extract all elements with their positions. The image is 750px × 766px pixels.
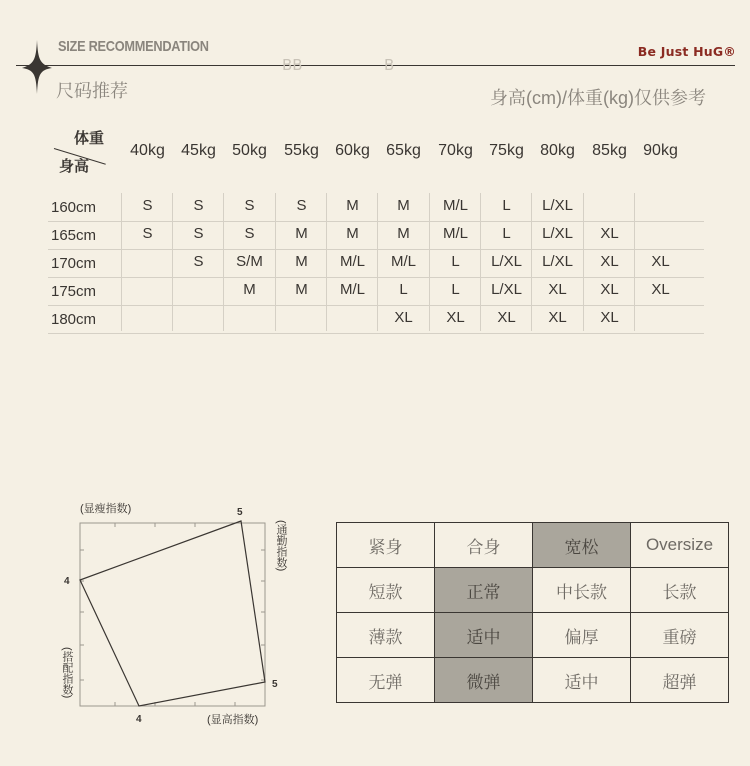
sparkle-star-icon — [22, 40, 52, 94]
radar-value-slimming: 5 — [237, 507, 243, 518]
size-cell: L — [399, 281, 408, 298]
decorative-logo-mark-small: B — [384, 56, 395, 74]
weight-column-header: 80kg — [540, 142, 575, 159]
row-height-label: 180cm — [51, 311, 97, 328]
weight-column-header: 65kg — [386, 142, 421, 159]
attribute-cell-selected: 微弹 — [435, 658, 533, 703]
size-cell: L — [451, 253, 460, 270]
radar-shape — [80, 521, 265, 706]
attribute-cell: 合身 — [435, 523, 533, 568]
title-chinese: 尺码推荐 — [56, 81, 128, 101]
size-cell: S/M — [236, 253, 263, 270]
size-cell: S — [193, 225, 204, 242]
weight-column-header: 55kg — [284, 142, 319, 159]
attribute-cell: 偏厚 — [533, 613, 631, 658]
attribute-grid — [336, 522, 729, 703]
size-cell: L — [502, 197, 511, 214]
size-cell: XL — [600, 281, 619, 298]
attribute-cell: 适中 — [533, 658, 631, 703]
size-cell: XL — [497, 309, 516, 326]
header-rule — [16, 65, 735, 66]
decorative-logo-mark: BB — [282, 56, 303, 74]
weight-column-header: 50kg — [232, 142, 267, 159]
attribute-cell: 长款 — [631, 568, 729, 613]
size-cell: L/XL — [491, 253, 522, 270]
size-cell: XL — [446, 309, 465, 326]
attribute-cell-selected: 适中 — [435, 613, 533, 658]
radar-label-slimming: (显瘦指数) — [80, 503, 132, 515]
size-cell: M — [295, 281, 308, 298]
row-height-label: 165cm — [51, 227, 97, 244]
attribute-row — [337, 523, 729, 568]
attribute-cell: 重磅 — [631, 613, 729, 658]
size-cell: XL — [600, 253, 619, 270]
weight-column-header: 85kg — [592, 142, 627, 159]
size-cell: M — [397, 197, 410, 214]
weight-column-header: 90kg — [643, 142, 678, 159]
size-cell: M — [243, 281, 256, 298]
size-cell: M — [397, 225, 410, 242]
weight-column-header: 40kg — [130, 142, 165, 159]
reference-note: 身高(cm)/体重(kg)仅供参考 — [490, 88, 706, 108]
size-cell: M — [346, 197, 359, 214]
size-cell: XL — [548, 281, 567, 298]
row-height-label: 170cm — [51, 255, 97, 272]
row-height-label: 160cm — [51, 199, 97, 216]
corner-weight-label: 体重 — [74, 130, 105, 147]
size-cell: M/L — [339, 281, 365, 298]
attribute-row — [337, 658, 729, 703]
size-cell: S — [142, 197, 153, 214]
attribute-cell-selected: 宽松 — [533, 523, 631, 568]
size-cell: XL — [600, 309, 619, 326]
brand-logo: Be Just HuG® — [637, 44, 736, 59]
size-cell: M/L — [390, 253, 416, 270]
attribute-row — [337, 613, 729, 658]
size-cell: M — [295, 253, 308, 270]
attribute-cell: 薄款 — [337, 613, 435, 658]
attribute-cell: 短款 — [337, 568, 435, 613]
size-cell: S — [142, 225, 153, 242]
weight-column-header: 45kg — [181, 142, 216, 159]
radar-frame — [80, 523, 265, 706]
size-cell: S — [244, 197, 255, 214]
size-cell: L — [502, 225, 511, 242]
size-cell: S — [296, 197, 307, 214]
attribute-cell-selected: 正常 — [435, 568, 533, 613]
size-cell: XL — [651, 281, 670, 298]
size-cell: S — [193, 197, 204, 214]
attribute-cell: 超弹 — [631, 658, 729, 703]
size-cell: L — [451, 281, 460, 298]
size-cell: S — [244, 225, 255, 242]
size-cell: XL — [548, 309, 567, 326]
weight-column-header: 60kg — [335, 142, 370, 159]
size-cell: L/XL — [542, 197, 573, 214]
attribute-cell: 中长款 — [533, 568, 631, 613]
size-cell: L/XL — [542, 253, 573, 270]
radar-label-height-boost: (显高指数) — [207, 714, 259, 726]
radar-ticks — [80, 523, 265, 706]
weight-column-header: 70kg — [438, 142, 473, 159]
size-cell: XL — [394, 309, 413, 326]
size-cell: L/XL — [542, 225, 573, 242]
size-cell: XL — [651, 253, 670, 270]
attribute-cell: 紧身 — [337, 523, 435, 568]
title-english: SIZE RECOMMENDATION — [58, 38, 209, 55]
radar-label-commute: (通勤指数) — [275, 520, 287, 572]
size-cell: M/L — [442, 197, 468, 214]
weight-column-header: 75kg — [489, 142, 524, 159]
size-cell: M/L — [442, 225, 468, 242]
size-cell: XL — [600, 225, 619, 242]
attribute-cell: Oversize — [631, 523, 729, 568]
size-cell: M — [346, 225, 359, 242]
size-cell: M/L — [339, 253, 365, 270]
corner-height-label: 身高 — [59, 158, 90, 175]
radar-label-matching: (搭配指数) — [61, 647, 73, 699]
size-cell: L/XL — [491, 281, 522, 298]
radar-value-matching: 4 — [64, 576, 70, 587]
size-cell: M — [295, 225, 308, 242]
radar-value-commute: 5 — [272, 679, 278, 690]
radar-value-height: 4 — [136, 714, 142, 725]
row-height-label: 175cm — [51, 283, 97, 300]
size-cell: S — [193, 253, 204, 270]
attribute-row — [337, 568, 729, 613]
fit-index-radar — [55, 495, 300, 735]
attribute-cell: 无弹 — [337, 658, 435, 703]
